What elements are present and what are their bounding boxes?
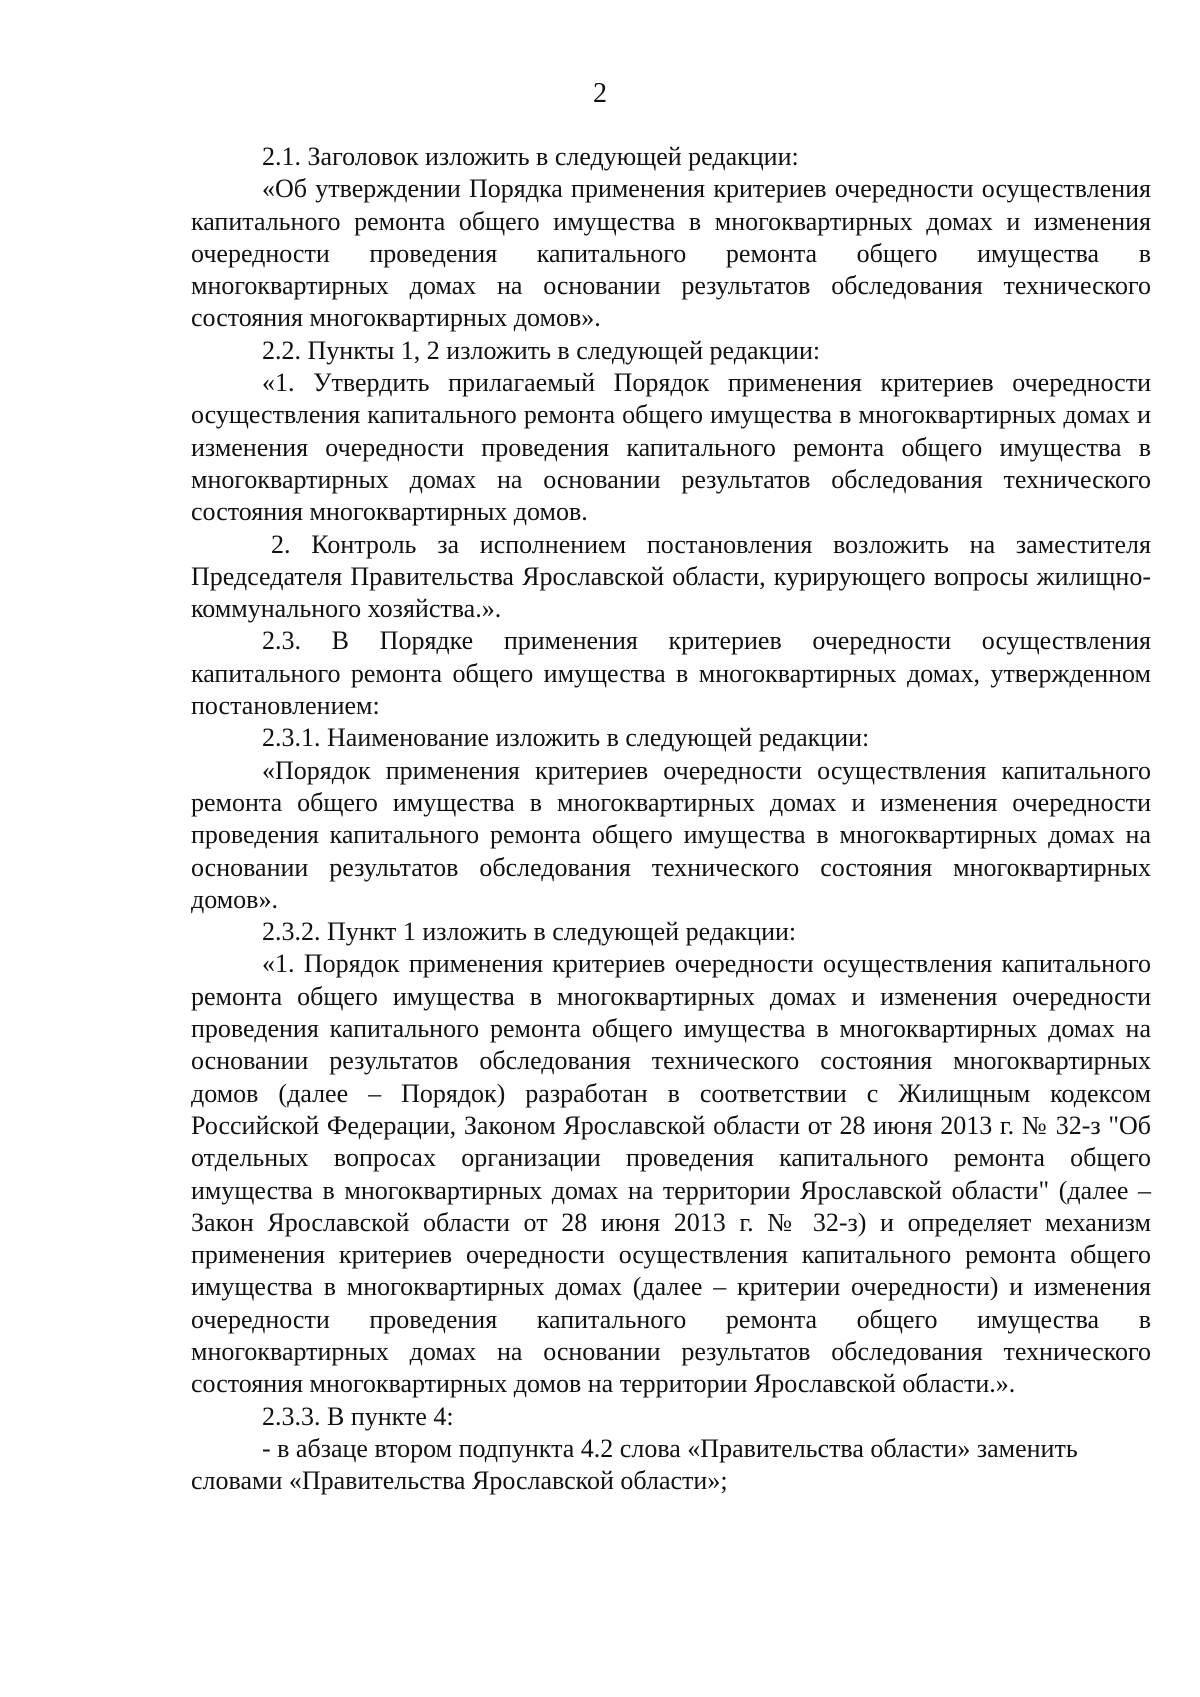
paragraph-point-1-text: «1. Порядок применения критериев очередности осуществления капитального ремонта общего имущества в многоквартирных домах и изменения очередности проведения капитального ремонта общего имущества в многоквартирных домах на основании результатов обследования технического состояния многоквартирных домов (далее – Порядок) разработан в соответствии с Жилищным кодексом Российской Федерации, Законом Ярославской области от 28 июня 2013 г. № 32-з "Об отдельных вопросах организации проведения капитального ремонта общего имущества в многоквартирных домах на территории Ярославской области" (далее – Закон Ярославской области от 28 июня 2013 г. № 32-з) и определяет механизм применения критериев очередности осуществления капитального ремонта общего имущества в многоквартирных домах (далее – критерии очередности) и изменения очередности проведения капитального ремонта общего имущества в многоквартирных домах на основании результатов обследования технического состояния многоквартирных домов на территории Ярославской области.». xyxy=(191,949,1151,1399)
paragraph-title-text: «Об утверждении Порядка применения критериев очередности осуществления капитального ремонта общего имущества в многоквартирных домах и изменения очередности проведения капитального ремонта общего имущества в многоквартирных домах на основании результатов обследования технического состояния многоквартирных домов». xyxy=(191,174,1151,333)
paragraph-sub-4-2: - в абзаце втором подпункта 4.2 слова «Правительства области» заменить словами «Правительства Ярославской области»; xyxy=(191,1433,1078,1496)
paragraph-2-3-1: 2.3.1. Наименование изложить в следующей редакции: xyxy=(262,723,870,753)
page-number: 2 xyxy=(593,78,607,109)
paragraph-item-2: 2. Контроль за исполнением постановления возложить на заместителя Председателя Правительства Ярославской области, курирующего вопросы жилищно-коммунального хозяйства.». xyxy=(191,529,1151,624)
paragraph-name-text: «Порядок применения критериев очередности осуществления капитального ремонта общего имущества в многоквартирных домах и изменения очередности проведения капитального ремонта общего имущества в многоквартирных домах на основании результатов обследования технического состояния многоквартирных домов». xyxy=(191,755,1151,914)
paragraph-item-1: «1. Утвердить прилагаемый Порядок применения критериев очередности осуществления капитального ремонта общего имущества в многоквартирных домах и изменения очередности проведения капитального ремонта общего имущества в многоквартирных домах на основании результатов обследования технического состояния многоквартирных домов. xyxy=(191,368,1151,527)
document-body xyxy=(191,141,1151,1497)
paragraph-2-1: 2.1. Заголовок изложить в следующей редакции: xyxy=(262,142,799,171)
paragraph-2-3-2: 2.3.2. Пункт 1 изложить в следующей редакции: xyxy=(262,917,797,947)
paragraph-2-3: 2.3. В Порядке применения критериев очередности осуществления капитального ремонта общего имущества в многоквартирных домах, утвержденном постановлением: xyxy=(191,626,1151,721)
paragraph-2-2: 2.2. Пункты 1, 2 изложить в следующей редакции: xyxy=(262,335,821,365)
paragraph-2-3-3: 2.3.3. В пункте 4: xyxy=(262,1401,454,1431)
